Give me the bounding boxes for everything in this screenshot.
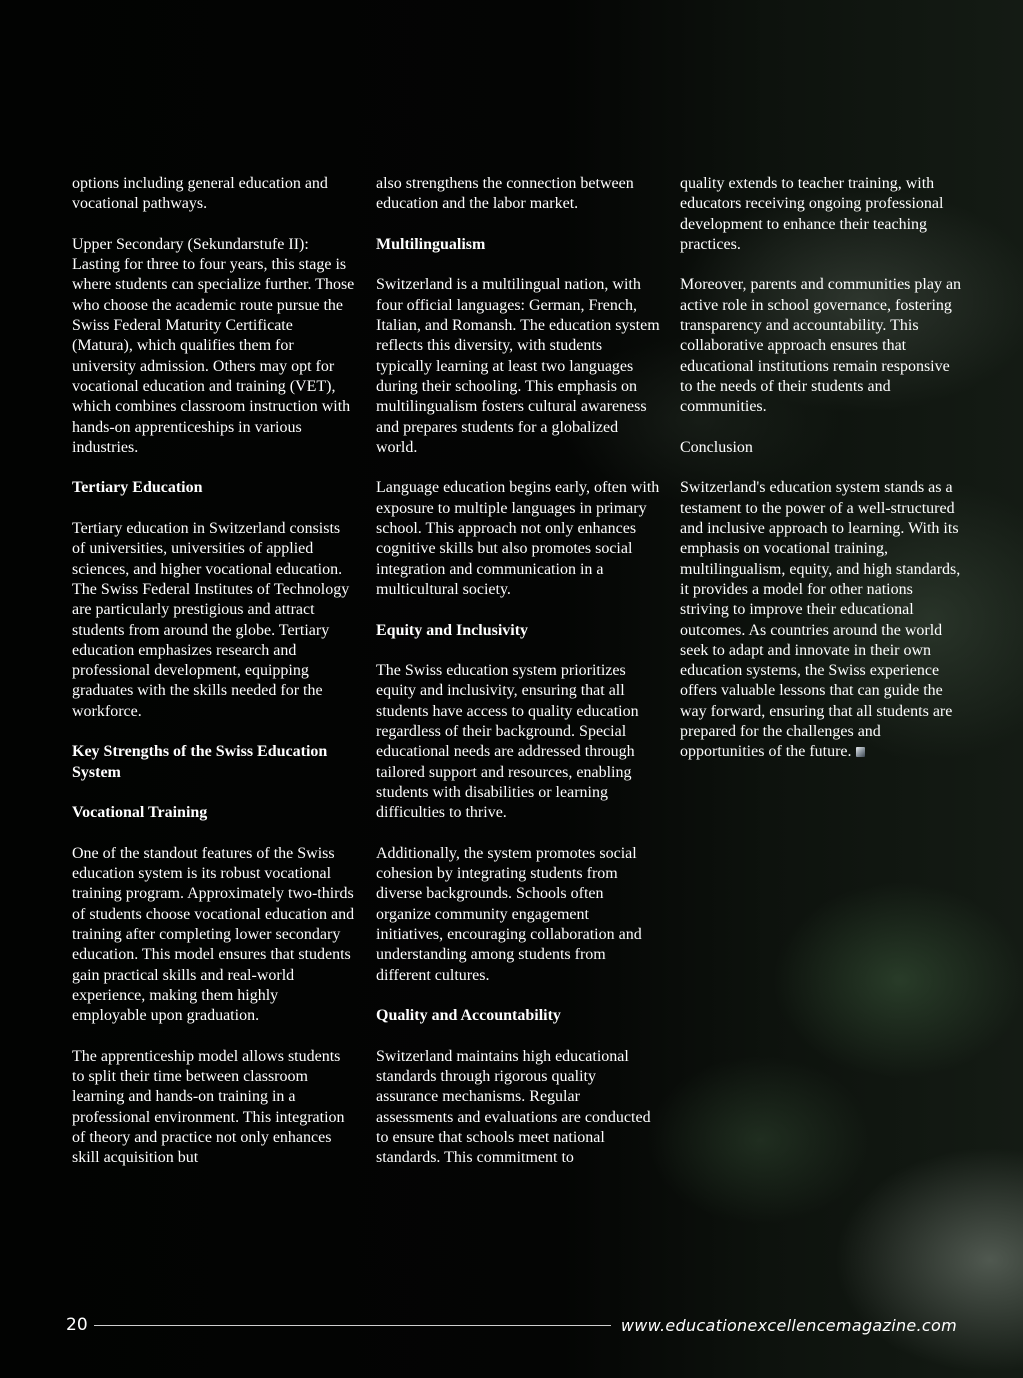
paragraph-text: Additionally, the system promotes social cohesion by integrating students from diverse backgrounds. Schools often organize community engagement initiatives, encouraging collaboration and understanding among students from different cultures.	[376, 844, 642, 984]
paragraph-text: Tertiary education in Switzerland consists of universities, universities of applied sciences, and higher vocational education. The Swiss Federal Institutes of Technology are particularly prestigious and attract students from around the globe. Tertiary education emphasizes research and professional development, equipping graduates with the skills needed for the workforce.	[72, 520, 350, 720]
paragraph-text: Switzerland is a multilingual nation, with four official languages: German, French, Italian, and Romansh. The education system reflects this diversity, with students typically learning at least two languages during their schooling. This emphasis on multilingualism fosters cultural awareness and prepares students for a globalized world.	[376, 276, 660, 456]
body-paragraph	[376, 275, 660, 458]
section-heading	[376, 1006, 660, 1026]
paragraph-text: Switzerland maintains high educational standards through rigorous quality assurance mechanisms. Regular assessments and evaluations are conducted to ensure that schools meet national standards. This commitment to	[376, 1047, 651, 1167]
body-paragraph	[680, 438, 964, 458]
paragraph-text: The Swiss education system prioritizes equity and inclusivity, ensuring that all students have access to quality education regardless of their background. Special educational needs are addressed through tailored support and resources, enabling students with disabilities or learning difficulties to thrive.	[376, 662, 639, 822]
section-heading	[376, 235, 660, 255]
website-url[interactable]: www.educationexcellencemagazine.com	[620, 1315, 957, 1335]
body-paragraph	[680, 275, 964, 417]
body-paragraph	[376, 661, 660, 823]
page-number: 20	[66, 1315, 88, 1335]
paragraph-text: Key Strengths of the Swiss Education System	[72, 743, 328, 781]
paragraph-text: quality extends to teacher training, with educators receiving ongoing professional development to enhance their teaching practices.	[680, 175, 944, 253]
section-heading	[72, 803, 356, 823]
paragraph-text: options including general education and vocational pathways.	[72, 175, 328, 213]
body-paragraph	[376, 478, 660, 600]
section-heading	[376, 621, 660, 641]
paragraph-text: Moreover, parents and communities play an active role in school governance, fostering transparency and accountability. This collaborative approach ensures that educational institutions remain responsive to the needs of their students and communities.	[680, 276, 962, 416]
end-of-article-icon	[856, 747, 865, 757]
section-heading	[72, 478, 356, 498]
paragraph-text: Language education begins early, often with exposure to multiple languages in primary school. This approach not only enhances cognitive skills but also promotes social integration and communication in a multicultural society.	[376, 479, 660, 598]
paragraph-text: Vocational Training	[72, 804, 208, 822]
text-column-3	[680, 174, 964, 783]
body-paragraph	[72, 174, 356, 215]
paragraph-text: The apprenticeship model allows students to split their time between classroom learning and hands-on training in a professional environment. This integration of theory and practice not only enhances skill acquisition but	[72, 1047, 345, 1167]
body-paragraph	[72, 519, 356, 722]
body-paragraph	[376, 174, 660, 215]
body-paragraph	[72, 1047, 356, 1169]
body-paragraph	[376, 844, 660, 986]
paragraph-text: Multilingualism	[376, 235, 486, 253]
body-paragraph	[376, 1047, 660, 1169]
footer-rule	[94, 1325, 611, 1326]
paragraph-text: Switzerland's education system stands as a testament to the power of a well-structured and inclusive approach to learning. With its emphasis on vocational training, multilingualism, equity, and high standards, it provides a model for other nations striving to improve their educational outcomes. As countries around the world seek to adapt and innovate in their own education systems, the Swiss experience offers valuable lessons that can guide the way forward, ensuring that all students are prepared for the challenges and opportunities of the future.	[680, 479, 961, 761]
text-column-2	[376, 174, 660, 1189]
section-heading	[72, 742, 356, 783]
paragraph-text: Conclusion	[680, 438, 753, 456]
text-column-1	[72, 174, 356, 1189]
body-paragraph	[680, 478, 964, 762]
page-footer	[66, 1312, 957, 1338]
body-paragraph	[72, 235, 356, 458]
paragraph-text: Tertiary Education	[72, 479, 203, 497]
paragraph-text: One of the standout features of the Swiss education system is its robust vocational training program. Approximately two-thirds of students choose vocational education and training after completing lower secondary education. This model ensures that students gain practical skills and real-world experience, making them highly employable upon graduation.	[72, 844, 355, 1025]
paragraph-text: Upper Secondary (Sekundarstufe II): Lasting for three to four years, this stage is where students can specialize further. Those who choose the academic route pursue the Swiss Federal Maturity Certificate (Matura), which qualifies them for university admission. Others may opt for vocational education and training (VET), which combines classroom instruction with hands-on apprenticeships in various industries.	[72, 235, 355, 456]
body-paragraph	[680, 174, 964, 255]
paragraph-text: Quality and Accountability	[376, 1007, 561, 1025]
paragraph-text: also strengthens the connection between education and the labor market.	[376, 175, 634, 213]
body-paragraph	[72, 844, 356, 1027]
paragraph-text: Equity and Inclusivity	[376, 621, 529, 639]
